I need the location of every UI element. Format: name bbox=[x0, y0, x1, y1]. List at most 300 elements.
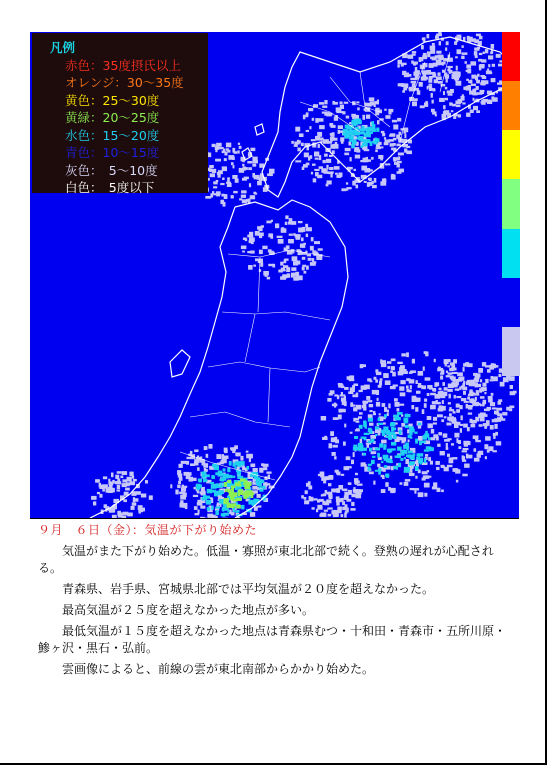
cloud-pixel bbox=[384, 179, 386, 183]
cloud-pixel bbox=[124, 483, 127, 487]
sado-outline bbox=[170, 350, 190, 377]
cloud-pixel bbox=[237, 150, 239, 153]
cloud-pixel bbox=[375, 448, 380, 451]
cloud-pixel bbox=[323, 139, 329, 144]
cloud-pixel bbox=[223, 500, 228, 504]
cloud-pixel bbox=[449, 407, 451, 410]
cloud-pixel bbox=[353, 407, 357, 411]
cloud-pixel bbox=[437, 368, 443, 371]
cloud-pixel bbox=[207, 507, 210, 511]
cloud-pixel bbox=[364, 181, 367, 183]
cloud-pixel bbox=[255, 258, 259, 261]
cloud-pixel bbox=[393, 415, 399, 418]
cloud-pixel bbox=[326, 159, 331, 163]
cloud-pixel bbox=[434, 359, 436, 362]
cloud-pixel bbox=[181, 461, 187, 464]
cloud-pixel bbox=[383, 444, 386, 447]
cloud-pixel bbox=[363, 406, 366, 411]
cloud-pixel bbox=[319, 102, 324, 105]
cloud-pixel bbox=[480, 368, 483, 371]
cloud-pixel bbox=[295, 160, 301, 162]
cloud-pixel bbox=[308, 258, 312, 261]
cloud-pixel bbox=[242, 466, 245, 470]
cloud-pixel bbox=[306, 483, 309, 487]
cloud-pixel bbox=[212, 475, 215, 479]
cloud-pixel bbox=[215, 510, 219, 515]
cloud-pixel bbox=[454, 417, 456, 421]
cloud-pixel bbox=[358, 136, 363, 140]
cloud-pixel bbox=[250, 195, 255, 199]
cloud-pixel bbox=[371, 460, 375, 464]
cloud-pixel bbox=[451, 365, 455, 368]
cloud-pixel bbox=[331, 489, 337, 493]
cloud-pixel bbox=[409, 473, 415, 476]
cloud-pixel bbox=[324, 154, 328, 157]
cloud-pixel bbox=[461, 96, 465, 101]
cloud-pixel bbox=[445, 73, 448, 78]
cloud-pixel bbox=[354, 418, 359, 420]
cloud-pixel bbox=[471, 84, 476, 86]
cloud-pixel bbox=[337, 472, 341, 475]
cloud-pixel bbox=[330, 173, 332, 178]
cloud-pixel bbox=[259, 227, 263, 231]
cloud-pixel bbox=[403, 145, 406, 147]
cloud-pixel bbox=[396, 467, 398, 469]
cloud-pixel bbox=[441, 419, 444, 422]
cloud-pixel bbox=[298, 221, 303, 223]
cloud-pixel bbox=[433, 482, 437, 486]
cloud-pixel bbox=[175, 490, 178, 495]
cloud-pixel bbox=[239, 168, 244, 173]
cloud-pixel bbox=[384, 414, 387, 417]
cloud-pixel bbox=[479, 414, 485, 418]
cloud-pixel bbox=[487, 407, 492, 410]
cloud-pixel bbox=[443, 433, 448, 437]
cloud-pixel bbox=[312, 258, 314, 262]
cloud-pixel bbox=[458, 114, 461, 117]
cloud-pixel bbox=[461, 398, 466, 401]
cloud-pixel bbox=[388, 435, 391, 440]
cloud-pixel bbox=[412, 359, 415, 364]
cloud-pixel bbox=[260, 479, 263, 482]
cloud-pixel bbox=[368, 128, 373, 131]
cloud-pixel bbox=[451, 103, 453, 105]
cloud-pixel bbox=[374, 178, 377, 183]
cloud-pixel bbox=[492, 407, 497, 409]
cloud-pixel bbox=[460, 428, 462, 433]
cloud-pixel bbox=[449, 368, 453, 371]
cloud-pixel bbox=[346, 116, 349, 119]
cloud-pixel bbox=[474, 48, 479, 51]
cloud-pixel bbox=[432, 73, 436, 77]
cloud-pixel bbox=[463, 391, 466, 395]
cloud-pixel bbox=[231, 488, 234, 491]
cloud-pixel bbox=[474, 39, 479, 43]
cloud-pixel bbox=[345, 148, 351, 151]
cloud-pixel bbox=[401, 423, 405, 427]
cloud-pixel bbox=[244, 485, 250, 489]
cloud-pixel bbox=[458, 446, 461, 449]
cloud-pixel bbox=[487, 69, 489, 74]
cloud-pixel bbox=[215, 148, 217, 152]
cloud-pixel bbox=[197, 484, 202, 487]
cloud-pixel bbox=[321, 416, 326, 421]
cloud-pixel bbox=[424, 493, 427, 497]
cloud-pixel bbox=[261, 463, 264, 466]
cloud-pixel bbox=[460, 424, 463, 426]
legend-item: 白色： 5度以下 bbox=[65, 180, 155, 195]
cloud-pixel bbox=[332, 445, 338, 448]
cloud-pixel bbox=[302, 257, 306, 260]
cloud-pixel bbox=[414, 491, 416, 494]
cloud-pixel bbox=[402, 450, 408, 454]
map-bottom-rule bbox=[30, 518, 519, 519]
cloud-pixel bbox=[241, 246, 247, 250]
cloud-pixel bbox=[403, 131, 406, 134]
cloud-pixel bbox=[439, 41, 441, 45]
cloud-pixel bbox=[288, 239, 294, 243]
cloud-pixel bbox=[318, 118, 323, 122]
cloud-pixel bbox=[364, 168, 370, 173]
cloud-pixel bbox=[429, 84, 433, 86]
cloud-pixel bbox=[377, 120, 380, 124]
cloud-pixel bbox=[434, 79, 438, 83]
cloud-pixel bbox=[326, 165, 328, 170]
cloud-pixel bbox=[327, 398, 331, 402]
cloud-pixel bbox=[392, 428, 396, 431]
cloud-pixel bbox=[344, 424, 346, 428]
cloud-pixel bbox=[424, 351, 427, 354]
cloud-pixel bbox=[330, 144, 335, 149]
cloud-pixel bbox=[379, 110, 382, 114]
cloud-pixel bbox=[419, 82, 423, 87]
cloud-pixel bbox=[342, 400, 345, 405]
cloud-pixel bbox=[377, 453, 380, 458]
cloud-pixel bbox=[209, 165, 214, 168]
cloud-pixel bbox=[415, 74, 419, 79]
cloud-pixel bbox=[418, 453, 424, 456]
cloud-pixel bbox=[253, 468, 258, 472]
cloud-pixel bbox=[287, 273, 291, 277]
cloud-pixel bbox=[298, 250, 302, 255]
cloud-pixel bbox=[409, 74, 412, 77]
cloud-pixel bbox=[301, 495, 304, 498]
cloud-pixel bbox=[395, 402, 400, 407]
cloud-pixel bbox=[381, 461, 383, 463]
cloud-pixel bbox=[470, 110, 474, 114]
cloud-pixel bbox=[463, 381, 465, 384]
cloud-pixel bbox=[405, 460, 409, 464]
cloud-pixel bbox=[442, 400, 444, 404]
cloud-pixel bbox=[442, 62, 444, 66]
cloud-pixel bbox=[377, 398, 379, 401]
cloud-pixel bbox=[401, 63, 404, 67]
cloud-pixel bbox=[302, 167, 305, 171]
cloud-pixel bbox=[369, 423, 374, 426]
cloud-pixel bbox=[435, 114, 437, 116]
cloud-pixel bbox=[186, 461, 189, 465]
cloud-pixel bbox=[239, 489, 243, 494]
cloud-pixel bbox=[253, 160, 259, 163]
cloud-pixel bbox=[339, 410, 343, 413]
cloud-pixel bbox=[496, 441, 502, 445]
cloud-pixel bbox=[467, 69, 471, 74]
cloud-pixel bbox=[210, 193, 213, 197]
cloud-pixel bbox=[399, 386, 404, 391]
satellite-temperature-map bbox=[30, 32, 519, 518]
cloud-pixel bbox=[430, 405, 436, 409]
cloud-pixel bbox=[330, 431, 334, 436]
cloud-pixel bbox=[380, 359, 382, 364]
cloud-pixel bbox=[432, 389, 436, 392]
cloud-pixel bbox=[179, 464, 183, 468]
cloud-pixel bbox=[478, 59, 482, 62]
cloud-pixel bbox=[447, 465, 453, 467]
cloud-pixel bbox=[351, 460, 354, 465]
cloud-pixel bbox=[445, 47, 447, 51]
cloud-pixel bbox=[470, 61, 476, 65]
cloud-pixel bbox=[298, 275, 302, 280]
cloud-pixel bbox=[312, 164, 316, 166]
cloud-pixel bbox=[480, 379, 482, 382]
cloud-pixel bbox=[224, 194, 228, 199]
cloud-pixel bbox=[345, 130, 349, 135]
cloud-pixel bbox=[364, 464, 367, 467]
cloud-pixel bbox=[390, 448, 395, 450]
cloud-pixel bbox=[248, 167, 252, 170]
cloud-pixel bbox=[292, 256, 298, 261]
cloud-pixel bbox=[375, 379, 378, 382]
cloud-pixel bbox=[440, 451, 445, 455]
cloud-pixel bbox=[369, 410, 372, 412]
cloud-pixel bbox=[252, 502, 254, 505]
cloud-pixel bbox=[463, 367, 465, 372]
cloud-pixel bbox=[352, 385, 355, 388]
cloud-pixel bbox=[446, 375, 451, 377]
cloud-pixel bbox=[341, 514, 344, 517]
cloud-pixel bbox=[432, 43, 435, 46]
cloud-pixel bbox=[236, 511, 239, 514]
cloud-pixel bbox=[448, 359, 450, 362]
cloud-pixel bbox=[291, 141, 294, 144]
cloud-pixel bbox=[431, 109, 435, 113]
cloud-pixel bbox=[423, 475, 429, 478]
cloud-pixel bbox=[464, 464, 470, 468]
cloud-pixel bbox=[438, 432, 442, 435]
cloud-pixel bbox=[446, 41, 449, 45]
cloud-pixel bbox=[364, 433, 370, 435]
cloud-pixel bbox=[451, 110, 453, 112]
cloud-pixel bbox=[431, 93, 433, 98]
cloud-pixel bbox=[378, 385, 382, 388]
cloud-pixel bbox=[142, 508, 145, 512]
cloud-pixel bbox=[342, 489, 347, 491]
cloud-pixel bbox=[367, 133, 371, 138]
cloud-pixel bbox=[474, 51, 478, 55]
cloud-pixel bbox=[393, 157, 396, 162]
cloud-pixel bbox=[368, 464, 372, 466]
cloud-pixel bbox=[332, 404, 338, 407]
cloud-pixel bbox=[351, 502, 354, 506]
cloud-pixel bbox=[389, 139, 394, 142]
cloud-pixel bbox=[259, 269, 261, 272]
cloud-pixel bbox=[379, 381, 382, 386]
cloud-pixel bbox=[389, 449, 391, 454]
cloud-pixel bbox=[441, 465, 445, 467]
cloud-pixel bbox=[330, 137, 333, 141]
cloud-pixel bbox=[423, 53, 427, 58]
cloud-pixel bbox=[182, 485, 185, 489]
cloud-pixel bbox=[227, 480, 231, 483]
cloud-pixel bbox=[329, 393, 333, 396]
cloud-pixel bbox=[443, 91, 445, 95]
cloud-pixel bbox=[405, 425, 409, 428]
cloud-pixel bbox=[376, 402, 380, 407]
cloud-pixel bbox=[450, 376, 454, 380]
cloud-pixel bbox=[310, 246, 314, 251]
cloud-pixel bbox=[222, 508, 227, 511]
cloud-pixel bbox=[223, 456, 229, 460]
cloud-pixel bbox=[213, 186, 217, 188]
cloud-pixel bbox=[428, 423, 433, 428]
cloud-pixel bbox=[331, 510, 336, 514]
cloud-pixel bbox=[410, 488, 415, 490]
cloud-pixel bbox=[459, 377, 462, 382]
cloud-pixel bbox=[318, 499, 323, 502]
cloud-pixel bbox=[390, 143, 394, 146]
cloud-pixel bbox=[382, 360, 386, 362]
cloud-pixel bbox=[239, 146, 242, 149]
cloud-pixel bbox=[194, 450, 198, 453]
cloud-pixel bbox=[195, 513, 200, 515]
cloud-pixel bbox=[227, 150, 230, 153]
cloud-pixel bbox=[229, 461, 232, 466]
cloud-pixel bbox=[466, 404, 469, 409]
cloud-pixel bbox=[324, 503, 329, 505]
cloud-pixel bbox=[200, 506, 205, 509]
cloud-pixel bbox=[475, 75, 478, 80]
cloud-pixel bbox=[468, 394, 474, 397]
cloud-pixel bbox=[406, 151, 412, 155]
legend-item: オレンジ：30～35度 bbox=[65, 75, 184, 90]
cloud-pixel bbox=[271, 220, 273, 222]
island-outline bbox=[255, 124, 264, 135]
cloud-pixel bbox=[465, 441, 470, 445]
cloud-pixel bbox=[373, 481, 375, 485]
cloud-pixel bbox=[378, 155, 383, 159]
cloud-pixel bbox=[387, 410, 389, 413]
cloud-pixel bbox=[329, 167, 333, 170]
cloud-pixel bbox=[249, 458, 251, 462]
cloud-pixel bbox=[215, 159, 221, 162]
cloud-pixel bbox=[368, 441, 372, 444]
legend-item: 水色：15～20度 bbox=[65, 127, 160, 143]
cloud-pixel bbox=[462, 460, 466, 462]
scale-segment bbox=[502, 81, 520, 130]
cloud-pixel bbox=[346, 499, 351, 502]
cloud-pixel bbox=[223, 468, 226, 471]
cloud-pixel bbox=[321, 168, 326, 173]
cloud-pixel bbox=[241, 190, 247, 193]
cloud-pixel bbox=[454, 368, 457, 371]
cloud-pixel bbox=[400, 380, 405, 384]
cloud-pixel bbox=[331, 437, 336, 442]
cloud-pixel bbox=[351, 132, 353, 135]
cloud-pixel bbox=[471, 424, 475, 427]
cloud-pixel bbox=[403, 418, 408, 423]
cloud-pixel bbox=[401, 437, 406, 442]
cloud-pixel bbox=[488, 64, 490, 67]
cloud-pixel bbox=[484, 426, 487, 429]
cloud-pixel bbox=[452, 421, 455, 424]
cloud-pixel bbox=[337, 507, 342, 511]
cloud-pixel bbox=[391, 466, 394, 470]
cloud-pixel bbox=[480, 90, 485, 92]
cloud-pixel bbox=[362, 115, 365, 120]
cloud-pixel bbox=[237, 464, 242, 467]
cloud-pixel bbox=[296, 237, 301, 240]
cloud-pixel bbox=[197, 491, 200, 493]
cloud-pixel bbox=[413, 64, 416, 66]
cloud-pixel bbox=[462, 455, 464, 459]
cloud-pixel bbox=[145, 480, 148, 483]
cloud-pixel bbox=[352, 116, 354, 119]
cloud-pixel bbox=[404, 457, 406, 459]
cloud-pixel bbox=[249, 232, 253, 237]
cloud-pixel bbox=[484, 444, 488, 449]
cloud-pixel bbox=[446, 443, 448, 448]
cloud-pixel bbox=[319, 158, 322, 160]
cloud-pixel bbox=[498, 399, 502, 402]
cloud-pixel bbox=[139, 510, 141, 514]
cloud-pixel bbox=[427, 416, 432, 420]
cloud-pixel bbox=[439, 388, 442, 390]
cloud-pixel bbox=[125, 488, 130, 491]
cloud-pixel bbox=[231, 486, 236, 489]
cloud-pixel bbox=[377, 100, 379, 105]
cloud-pixel bbox=[242, 251, 245, 253]
cloud-pixel bbox=[194, 506, 198, 510]
cloud-pixel bbox=[223, 202, 226, 207]
cloud-pixel bbox=[446, 423, 451, 426]
cloud-pixel bbox=[371, 157, 374, 160]
cloud-pixel bbox=[238, 143, 240, 145]
cloud-pixel bbox=[509, 406, 514, 409]
cloud-pixel bbox=[455, 469, 460, 473]
cloud-pixel bbox=[455, 100, 461, 104]
cloud-pixel bbox=[368, 400, 373, 402]
cloud-pixel bbox=[427, 470, 430, 472]
cloud-pixel bbox=[133, 497, 135, 502]
cloud-pixel bbox=[482, 383, 486, 387]
cloud-pixel bbox=[387, 361, 391, 364]
cloud-pixel bbox=[418, 423, 422, 425]
scale-segment bbox=[502, 229, 520, 278]
cloud-pixel bbox=[234, 151, 238, 154]
cloud-pixel bbox=[448, 402, 451, 404]
cloud-pixel bbox=[375, 470, 378, 472]
cloud-pixel bbox=[197, 467, 200, 471]
cloud-pixel bbox=[293, 276, 298, 281]
cloud-pixel bbox=[334, 394, 338, 396]
cloud-pixel bbox=[424, 449, 430, 451]
cloud-pixel bbox=[236, 498, 242, 501]
cloud-pixel bbox=[376, 144, 380, 147]
cloud-pixel bbox=[233, 191, 238, 193]
cloud-pixel bbox=[482, 75, 485, 79]
tohoku-outline bbox=[90, 200, 348, 518]
cloud-pixel bbox=[423, 435, 427, 440]
